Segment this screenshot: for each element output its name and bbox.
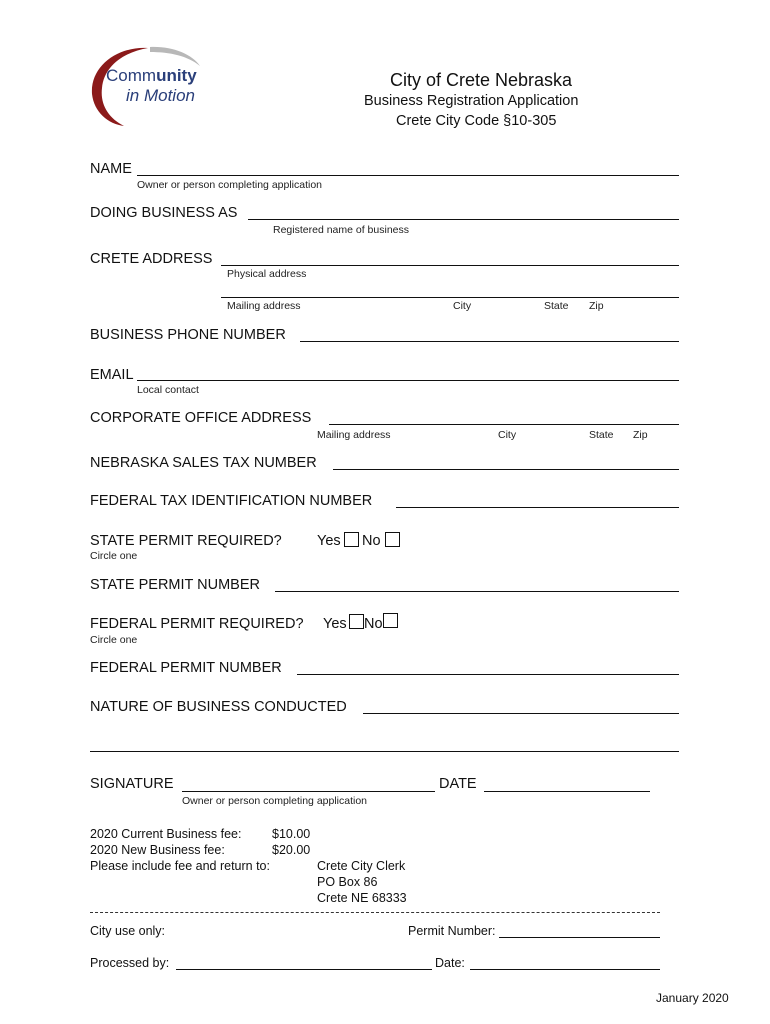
state-permit-number-label: STATE PERMIT NUMBER [90,577,260,593]
federal-permit-circle-hint: Circle one [90,634,138,646]
corp-mailing-hint: Mailing address [317,429,391,441]
federal-tax-label: FEDERAL TAX IDENTIFICATION NUMBER [90,493,373,509]
nature-field[interactable] [363,713,679,714]
permit-number-field[interactable] [499,937,660,938]
return-label: Please include fee and return to: [90,859,270,873]
state-permit-yes-checkbox[interactable] [344,532,359,547]
sales-tax-label: NEBRASKA SALES TAX NUMBER [90,455,317,471]
dba-label: DOING BUSINESS AS [90,205,238,221]
corp-city-hint: City [498,429,517,441]
corporate-address-field[interactable] [329,424,679,425]
city-hint: City [453,300,472,312]
page-subtitle: Business Registration Application [364,93,579,109]
state-permit-circle-hint: Circle one [90,550,138,562]
return-address-line3: Crete NE 68333 [317,891,407,905]
current-fee-label: 2020 Current Business fee: [90,827,242,841]
processed-by-label: Processed by: [90,956,170,970]
revision-date: January 2020 [656,991,729,1005]
email-field[interactable] [137,380,679,381]
permit-number-label: Permit Number: [408,924,496,938]
corp-state-hint: State [589,429,614,441]
phone-label: BUSINESS PHONE NUMBER [90,327,286,343]
state-permit-yes-label: Yes [317,533,341,549]
name-label: NAME [90,161,132,177]
federal-permit-number-label: FEDERAL PERMIT NUMBER [90,660,282,676]
signature-field[interactable] [182,791,435,792]
processed-by-field[interactable] [176,969,432,970]
logo-text-line1: Community [106,66,197,85]
federal-tax-field[interactable] [396,507,679,508]
physical-address-hint: Physical address [227,268,307,280]
office-date-field[interactable] [470,969,660,970]
dba-hint: Registered name of business [273,224,409,236]
sales-tax-field[interactable] [333,469,679,470]
office-date-label: Date: [435,956,465,970]
mailing-address-field[interactable] [221,297,679,298]
nature-label: NATURE OF BUSINESS CONDUCTED [90,699,347,715]
city-use-label: City use only: [90,924,166,938]
federal-permit-required-label: FEDERAL PERMIT REQUIRED? [90,616,304,632]
date-label: DATE [439,776,477,792]
new-fee-label: 2020 New Business fee: [90,843,225,857]
new-fee-value: $20.00 [272,843,311,857]
corporate-address-label: CORPORATE OFFICE ADDRESS [90,410,312,426]
federal-permit-no-checkbox[interactable] [383,613,398,628]
dba-field[interactable] [248,219,679,220]
signature-label: SIGNATURE [90,776,174,792]
return-address-line2: PO Box 86 [317,875,378,889]
phone-field[interactable] [300,341,679,342]
email-hint: Local contact [137,384,199,396]
page-title: City of Crete Nebraska [390,70,573,90]
city-code: Crete City Code §10-305 [396,113,557,129]
state-permit-number-field[interactable] [275,591,679,592]
current-fee-value: $10.00 [272,827,311,841]
logo [88,44,204,126]
corp-zip-hint: Zip [633,429,648,441]
name-hint: Owner or person completing application [137,179,323,191]
federal-permit-number-field[interactable] [297,674,679,675]
federal-permit-no-label: No [364,616,383,632]
state-permit-no-checkbox[interactable] [385,532,400,547]
state-hint: State [544,300,569,312]
logo-text-line2: in Motion [126,86,195,105]
date-field[interactable] [484,791,650,792]
physical-address-field[interactable] [221,265,679,266]
mailing-address-hint: Mailing address [227,300,301,312]
name-field[interactable] [137,175,679,176]
state-permit-required-label: STATE PERMIT REQUIRED? [90,533,282,549]
federal-permit-yes-checkbox[interactable] [349,614,364,629]
separator [90,912,660,913]
signature-hint: Owner or person completing application [182,795,368,807]
zip-hint: Zip [589,300,604,312]
crete-address-label: CRETE ADDRESS [90,251,213,267]
federal-permit-yes-label: Yes [323,616,347,632]
state-permit-no-label: No [362,533,381,549]
nature-field-line2[interactable] [90,751,679,752]
email-label: EMAIL [90,367,134,383]
return-address-line1: Crete City Clerk [317,859,406,873]
